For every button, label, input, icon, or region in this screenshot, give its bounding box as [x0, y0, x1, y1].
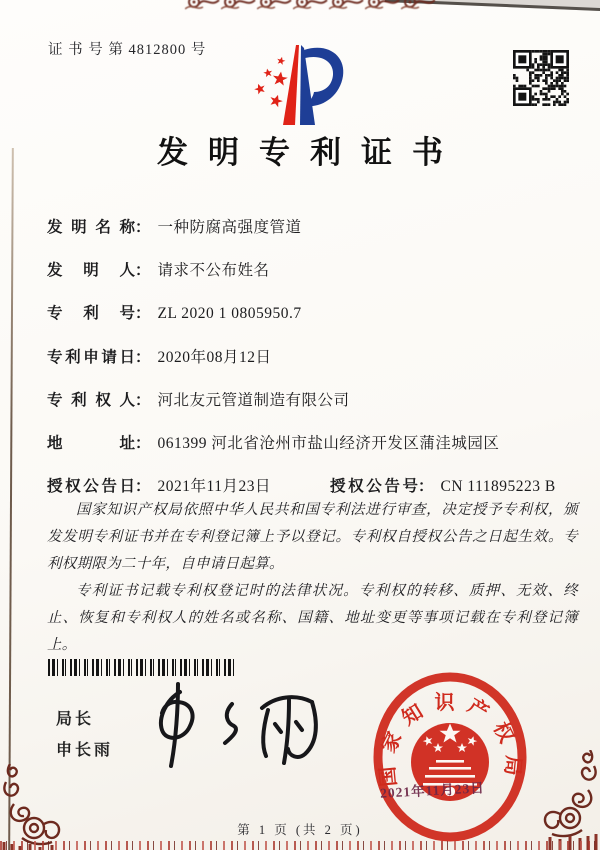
field-label: 专利号: [47, 305, 135, 323]
bottom-edge-border: [0, 841, 600, 850]
field-colon: ：: [135, 305, 151, 323]
field-row-address: [47, 431, 584, 474]
field-value: 请求不公布姓名: [157, 262, 270, 280]
field-colon: ：: [135, 348, 151, 366]
field-label: 专利权人: [47, 391, 135, 409]
legal-paragraph-1: 国家知识产权局依照中华人民共和国专利法进行审查，决定授予专利权，颁发发明专利证书并在专利登记簿上予以登记。专利权自授权公告之日起生效。专利权期限为二十年，自申请日起算。: [47, 502, 578, 572]
field-row-invention-name: [47, 215, 584, 258]
field-colon: ：: [135, 262, 151, 280]
bottom-right-ornament: [540, 750, 600, 850]
logo-red-wedge: [283, 45, 299, 125]
field-label: 授权公告号: [330, 478, 418, 495]
signer-title: 局长: [56, 711, 95, 728]
field-label: 地址: [47, 434, 135, 452]
inner-border-line: [8, 148, 13, 850]
barcode: [48, 659, 236, 676]
signer-block: [56, 704, 113, 766]
logo-stars-icon: [253, 56, 289, 108]
field-label: 发明人: [47, 262, 135, 280]
field-colon: ：: [135, 434, 151, 452]
legal-text-block: [47, 497, 578, 659]
certificate-number: 证 书 号 第 4812800 号: [48, 42, 207, 58]
field-value: CN 111895223 B: [440, 478, 556, 495]
bottom-left-ornament: [0, 764, 70, 850]
field-row-patent-number: [47, 301, 584, 344]
field-value: 061399 河北省沧州市盐山经济开发区蒲洼城园区: [157, 434, 500, 452]
field-colon: ：: [135, 219, 151, 236]
field-label: 发明名称: [47, 219, 135, 236]
certificate-title: 发明专利证书: [157, 135, 463, 170]
field-row-grant-number: [330, 474, 556, 496]
field-label: 专利申请日: [47, 348, 135, 366]
top-ornament-border: [185, 0, 435, 12]
field-value: 2021年11月23日: [157, 478, 271, 496]
field-colon: ：: [135, 391, 151, 409]
field-colon: ：: [418, 478, 434, 495]
field-colon: ：: [135, 478, 151, 496]
legal-paragraph-2: 专利证书记载专利权登记时的法律状况。专利权的转移、质押、无效、终止、恢复和专利权人的姓名或名称、国籍、地址变更等事项记载在专利登记簿上。: [47, 583, 578, 653]
seal-date-stamp: 2021年11月23日: [379, 780, 486, 801]
certificate-fields: [47, 215, 584, 517]
signer-name: 申长雨: [56, 742, 114, 759]
field-row-patentee: [47, 388, 584, 431]
field-value: 一种防腐高强度管道: [157, 219, 302, 236]
field-label: 授权公告日: [47, 478, 135, 496]
qr-code: [512, 50, 570, 106]
page-number: 第 1 页 (共 2 页): [237, 823, 363, 837]
field-value: 2020年08月12日: [157, 348, 272, 366]
field-value: ZL 2020 1 0805950.7: [157, 305, 302, 323]
field-row-inventor: [47, 258, 584, 301]
field-row-filing-date: [47, 345, 584, 388]
seal-agency-text: 国家知识产权局: [375, 692, 525, 788]
cnipa-logo: [252, 42, 348, 130]
field-value: 河北友元管道制造有限公司: [157, 391, 350, 409]
handwritten-signature: [128, 678, 333, 778]
